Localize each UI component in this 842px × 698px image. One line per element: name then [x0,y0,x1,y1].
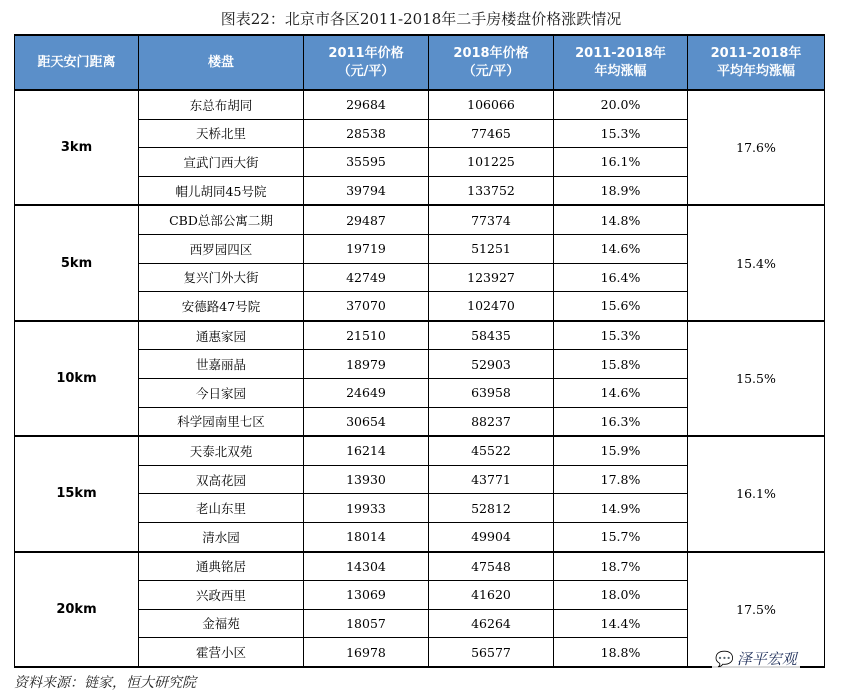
growth-cell: 18.0% [554,581,688,610]
growth-cell: 17.8% [554,465,688,494]
table-row [15,90,825,119]
estate-name-cell: 通典铭居 [139,552,304,581]
price-2018-cell: 41620 [429,581,554,610]
table-row [15,205,825,234]
estate-name-cell: 兴政西里 [139,581,304,610]
price-2011-cell: 19719 [304,234,429,263]
table-row [15,552,825,581]
price-2011-cell: 29487 [304,205,429,234]
table-title: 图表22：北京市各区2011-2018年二手房楼盘价格涨跌情况 [220,10,622,28]
distance-cell: 5km [15,205,139,320]
watermark [712,648,800,669]
estate-name-cell: 东总布胡同 [139,90,304,119]
price-2018-cell: 51251 [429,234,554,263]
estate-name-cell: 安德路47号院 [139,292,304,321]
distance-cell: 20km [15,552,139,667]
price-2011-cell: 14304 [304,552,429,581]
wechat-icon: 💬 [715,650,734,668]
estate-name-cell: 老山东里 [139,494,304,523]
price-2011-cell: 21510 [304,321,429,350]
estate-name-cell: 西罗园四区 [139,234,304,263]
estate-name-cell: 天泰北双苑 [139,436,304,465]
growth-cell: 20.0% [554,90,688,119]
growth-cell: 16.3% [554,407,688,436]
table-row [15,321,825,350]
estate-name-cell: 复兴门外大街 [139,263,304,292]
table-body [15,90,825,667]
price-2018-cell: 77374 [429,205,554,234]
average-growth-cell: 16.1% [688,436,825,551]
price-2011-cell: 19933 [304,494,429,523]
estate-name-cell: 通惠家园 [139,321,304,350]
growth-cell: 15.9% [554,436,688,465]
price-2018-cell: 88237 [429,407,554,436]
price-2018-cell: 43771 [429,465,554,494]
header-average: 2011-2018年 平均年均涨幅 [688,35,825,90]
estate-name-cell: 世嘉丽晶 [139,350,304,379]
estate-name-cell: 今日家园 [139,378,304,407]
price-2011-cell: 18979 [304,350,429,379]
table-row [15,436,825,465]
price-table [14,34,825,668]
price-2011-cell: 29684 [304,90,429,119]
price-2011-cell: 18014 [304,522,429,551]
price-2011-cell: 18057 [304,609,429,638]
average-growth-cell: 15.4% [688,205,825,320]
average-growth-cell: 17.6% [688,90,825,205]
growth-cell: 16.1% [554,148,688,177]
watermark-text: 泽平宏观 [736,650,797,668]
price-2011-cell: 16978 [304,638,429,667]
growth-cell: 14.8% [554,205,688,234]
growth-cell: 14.9% [554,494,688,523]
price-2018-cell: 101225 [429,148,554,177]
average-growth-cell: 15.5% [688,321,825,436]
estate-name-cell: 天桥北里 [139,119,304,148]
growth-cell: 14.4% [554,609,688,638]
price-2018-cell: 45522 [429,436,554,465]
price-2011-cell: 28538 [304,119,429,148]
price-2011-cell: 24649 [304,378,429,407]
price-2011-cell: 39794 [304,176,429,205]
price-2018-cell: 77465 [429,119,554,148]
source-note: 资料来源：链家，恒大研究院 [14,675,196,691]
distance-cell: 3km [15,90,139,205]
price-2018-cell: 63958 [429,378,554,407]
growth-cell: 14.6% [554,234,688,263]
growth-cell: 18.9% [554,176,688,205]
header-distance: 距天安门距离 [15,35,139,90]
price-2018-cell: 49904 [429,522,554,551]
growth-cell: 18.7% [554,552,688,581]
price-2018-cell: 46264 [429,609,554,638]
price-2011-cell: 42749 [304,263,429,292]
price-2018-cell: 52812 [429,494,554,523]
price-2011-cell: 13930 [304,465,429,494]
distance-cell: 10km [15,321,139,436]
price-2018-cell: 47548 [429,552,554,581]
header-price-2018: 2018年价格 （元/平） [429,35,554,90]
price-2018-cell: 56577 [429,638,554,667]
growth-cell: 14.6% [554,378,688,407]
price-2011-cell: 35595 [304,148,429,177]
estate-name-cell: 霍营小区 [139,638,304,667]
price-2018-cell: 52903 [429,350,554,379]
price-2018-cell: 133752 [429,176,554,205]
distance-cell: 15km [15,436,139,551]
header-price-2011: 2011年价格 （元/平） [304,35,429,90]
growth-cell: 15.3% [554,119,688,148]
price-2011-cell: 16214 [304,436,429,465]
estate-name-cell: 清水园 [139,522,304,551]
estate-name-cell: 帽儿胡同45号院 [139,176,304,205]
growth-cell: 15.8% [554,350,688,379]
header-growth: 2011-2018年 年均涨幅 [554,35,688,90]
price-2018-cell: 106066 [429,90,554,119]
growth-cell: 15.3% [554,321,688,350]
price-2011-cell: 37070 [304,292,429,321]
growth-cell: 18.8% [554,638,688,667]
growth-cell: 16.4% [554,263,688,292]
growth-cell: 15.6% [554,292,688,321]
price-2018-cell: 123927 [429,263,554,292]
estate-name-cell: 宣武门西大街 [139,148,304,177]
growth-cell: 15.7% [554,522,688,551]
header-row [15,35,825,90]
estate-name-cell: CBD总部公寓二期 [139,205,304,234]
price-2011-cell: 30654 [304,407,429,436]
estate-name-cell: 科学园南里七区 [139,407,304,436]
price-2018-cell: 102470 [429,292,554,321]
price-2018-cell: 58435 [429,321,554,350]
average-growth-cell: 17.5% [688,552,825,667]
estate-name-cell: 金福苑 [139,609,304,638]
header-estate: 楼盘 [139,35,304,90]
price-2011-cell: 13069 [304,581,429,610]
estate-name-cell: 双高花园 [139,465,304,494]
